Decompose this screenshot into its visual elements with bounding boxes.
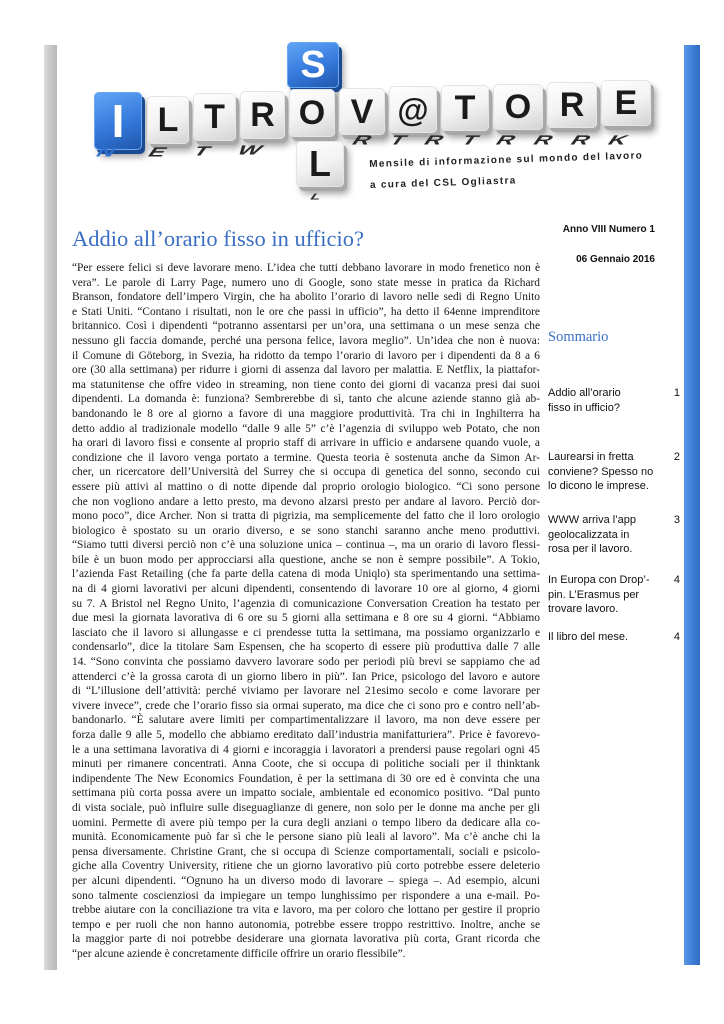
logo-cube: L	[147, 96, 189, 144]
logo-cube: V	[339, 88, 385, 135]
article-line: giche alla Coventry University, ritiene che un giorno lavorativo più corto potrebbe essere deleterio	[72, 860, 540, 873]
logo-cube: T	[441, 85, 489, 131]
logo-cube: E	[601, 80, 651, 126]
toc-page-number: 3	[673, 514, 680, 526]
toc-page-number: 4	[673, 631, 680, 643]
article-line: vera”. Le parole di Larry Page, numero uno di Google, sono state messe in pratica da Richard	[72, 276, 540, 289]
logo-face-row: RTRTRRRK	[347, 132, 653, 148]
logo-cube: O	[493, 84, 543, 130]
toc-item-title: Laurearsi in fretta conviene? Spesso no lo dicono le imprese.	[548, 451, 654, 492]
logo-cube-top: S	[287, 42, 339, 88]
logo-face-letter: W	[232, 142, 267, 158]
article-line: “Per essere felici si deve lavorare meno. L’idea che tutti debbano lavorare in modo frenetico non è	[72, 262, 540, 274]
article-line: mono poco”, dice Archer. Non si tratta di pigrizia, ma semplicemente del fatto che il loro orologio	[72, 510, 540, 523]
article-line: britannico. Così i dipendenti “potranno assentarsi per un’ora, una settimana o un mese senza che	[72, 320, 540, 333]
article-line: condizione che il lavoro venga portato a termine. Questa teoria è sostenuta anche da Simon Ar-	[72, 451, 540, 464]
article-line: detto addio al tradizionale modello “dalle 9 alle 5” c’è l’agenzia di sviluppo web Potato, che non	[72, 422, 540, 435]
article-line: ore (30 alla settimana) per ridurre i giorni di assenza dal lavoro per malattia. E Netflix, la piattafor-	[72, 364, 540, 377]
toc-item-title: WWW arriva l’app geolocalizzata in rosa per il lavoro.	[548, 514, 637, 555]
logo-face-letter: N	[91, 144, 121, 160]
article-line: ha orari di lavoro fissi e consente al proprio staff di arrivare in ufficio e andarsene quando vuole, a	[72, 437, 540, 450]
article-line: due mesi la giornata lavorativa di 6 ore su 5 giorni alla settimana e 8 ore su 4 giorni. “Abbiamo	[72, 612, 540, 625]
article-line: indipendente The New Economics Foundation, è per la settimana di 30 ore ed è convinta che una	[72, 772, 540, 785]
toc-item-title: In Europa con Drop’- pin. L’Erasmus per trovare lavoro.	[548, 574, 650, 615]
article-line: lasciato che il lavoro si allungasse e ci prendesse tutta la settimana, ma possiamo organizzarlo e	[72, 626, 540, 639]
article-line: settimana più corta possa avere un impatto sociale, ambientale ed economico positivo. “Dal punto	[72, 787, 540, 800]
article-line: pensa diversamente. Christine Grant, che si occupa di Scienze comportamentali, sociali e psicolo-	[72, 845, 540, 858]
logo-cube: R	[240, 91, 285, 139]
article-line: la maggior parte di noi potrebbe desiderare una giornata lavorativa più corta, Grant ricorda che	[72, 933, 540, 946]
logo-cube: T	[193, 93, 236, 141]
logo-cube: O	[289, 89, 335, 137]
article-line: le a una settimana lavorativa di 4 giorni e incoraggia i lavoratori a prendersi pause regolari ogni 45	[72, 743, 540, 756]
article-line: per alcuni dipendenti. “Ognuno ha un diverso modo di lavorare – spiega –. Ad esempio, alcuni	[72, 874, 540, 887]
toc-item	[548, 450, 680, 494]
article-line: di vista sociale, può influire sulle diseguaglianze di genere, non solo per le donne ma anche per gli	[72, 801, 540, 814]
article-line: forza dalle 9 alle 5, modello che abbiamo ereditato dall’industria manifatturiera”. Price è favorevo-	[72, 729, 540, 741]
article-line: e Stati Uniti. “Contano i risultati, non le ore che passi in ufficio”, ha detto il 64enne imprenditore	[72, 305, 540, 318]
tagline-line: a cura del CSL Ogliastra	[369, 175, 517, 191]
article-line: trebbe aiutare con la conciliazione tra vita e lavoro, ma per coloro che lottano per gestire il proprio	[72, 904, 540, 917]
toc-item-title: Il libro del mese.	[548, 631, 629, 643]
article-line: sono talmente coscienziosi da impiegare un tempo lunghissimo per rispondere a una e-mail. Po-	[72, 889, 540, 902]
tagline-line: Mensile di informazione sul mondo del lavoro	[369, 150, 644, 170]
article-line: minuti per rimanere concentrati. Anna Coote, che si occupa di politiche sociali per il thinktank	[72, 758, 540, 771]
article-line: 14. “Sono convinta che possiamo davvero lavorare sodo per periodi più brevi se sappiamo che ad	[72, 656, 540, 669]
logo-face-letter: T	[188, 143, 215, 159]
article-line: dipendenti. La domanda è: funziona? Sembrerebbe di sì, tanto che alcune aziende stanno già ab-	[72, 393, 540, 406]
article-line: vivere invece”, crede che l’orario fisso sia ormai superato, ma dice che ci sono pro e contro nell’ab-	[72, 699, 540, 712]
article-line: bile è un buon modo per approcciarsi alla questione, anche se non è sempre possibile”. A Tokio,	[72, 553, 540, 566]
issue-number: Anno VIII Numero 1	[562, 224, 655, 235]
sommario-heading: Sommario	[548, 329, 609, 345]
logo-cube: I	[94, 92, 142, 150]
article-line: tempo e per ruoli che non hanno autonomia, potrebbe essere troppo restrittivo. Inoltre, anche se	[72, 918, 540, 931]
article-line: “Siamo tutti diversi perciò non c’è una soluzione unica – continua –, ma un orario di lavoro flessi-	[72, 539, 540, 552]
article-line: il Comune di Göteborg, in Svezia, ha ridotto da tempo l’orario di lavoro per i dipendenti da 8 a 6	[72, 349, 540, 362]
toc-item	[548, 513, 680, 557]
article-line: l’azienda Fast Retailing (che fa parte della catena di moda Uniqlo) sta sperimentando una settima-	[72, 568, 540, 581]
toc-item	[548, 573, 680, 617]
article-line: ma statunitense che offre video in streaming, non tiene conto dei giorni di vacanza presi dai suoi	[72, 378, 540, 391]
article-title: Addio all’orario fisso in ufficio?	[72, 226, 365, 251]
logo-cube-bottom: L	[296, 141, 344, 187]
article-line: Branson, fondatore dell’impero Virgin, che ha abolito l’orario di lavoro nelle sedi di Regno Unito	[72, 291, 540, 304]
article-line: bandonarlo. “È salutare avere limiti per compartimentalizzare il lavoro, ma non deve essere per	[72, 714, 540, 727]
article-line: cher, un ricercatore dell’Università del Surrey che si occupa di genetica del sonno, secondo cui	[72, 466, 540, 479]
article-line: che non vogliono andare a letto presto, ma devono alzarsi presto per andare al lavoro. Perciò dor-	[72, 495, 540, 508]
article-line: nessuno gli faccia domande, perché una persona felice, lavora meglio”. Un’idea che non è nuova:	[72, 334, 540, 347]
masthead-tagline	[369, 145, 644, 196]
article-line: munità. Economicamente può far sì che le persone siano più leali al lavoro”. Ma c’è anche chi la	[72, 831, 540, 844]
article-body	[72, 261, 540, 962]
toc-item	[548, 630, 680, 645]
toc-page-number: 2	[673, 451, 680, 463]
toc-item	[548, 386, 680, 415]
logo-cube: R	[547, 82, 597, 128]
article-line: di “L’illusione dell’attività: perché viviamo per lavorare nel 21esimo secolo e come lavorare per	[72, 685, 540, 698]
logo-face-letter: L	[307, 192, 325, 202]
logo-face-letter: E	[143, 144, 171, 160]
toc-page-number: 4	[673, 574, 680, 586]
issue-date: 06 Gennaio 2016	[576, 254, 655, 265]
toc-page-number: 1	[673, 387, 680, 399]
toc-item-title: Addio all’orario fisso in ufficio?	[548, 387, 621, 414]
article-line: attenderci c’è la grossa carota di un giorno libero in più”. Ian Price, psicologo del lavoro e autore	[72, 670, 540, 683]
article-line: “per alcune aziende è concretamente difficile offrire un orario flessibile”.	[72, 947, 406, 960]
logo-cube: @	[389, 86, 437, 133]
article-line: su 7. A Bristol nel Regno Unito, l’agenzia di comunicazione Conversation Creation ha testato per	[72, 597, 540, 610]
article-line: condensarlo”, dice la titolare Sam Espensen, che ha scoperto di essere più produttiva dalle 7 alle	[72, 641, 540, 654]
article-line: essere più attivi al mattino o di notte dipende dal proprio orologio biologico. “Ci sono persone	[72, 480, 540, 493]
article-line: bandonando le 8 ore al giorno a favore di una maggiore produttività. Tra chi in Inghilterra ha	[72, 407, 540, 420]
article-line: na di 4 giorni lavorativi per alcuni dipendenti, consentendo di lavorare 10 ore al giorno, 4 giorni	[72, 583, 540, 596]
article-line: uomini. Permette di avere più tempo per la cura degli anziani o tempo libero da dedicare alla co-	[72, 816, 540, 829]
article-line: biologico è spostato su un orario diverso, e se sono stanchi saranno anche meno produttivi.	[72, 524, 540, 537]
